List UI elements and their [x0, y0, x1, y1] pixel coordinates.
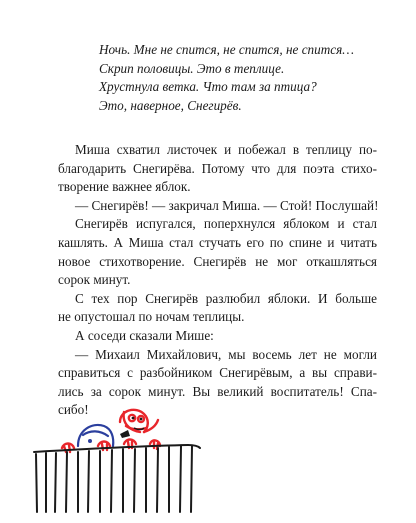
poem-line: Ночь. Мне не спится, не спится, не спится…: [99, 42, 354, 57]
prose-line: новое стихотворение. Снегирёв не мог откашляться: [58, 253, 377, 269]
prose-line: Снегирёв испугался, поперхнулся яблоком и стал: [75, 216, 377, 232]
fence: [34, 445, 200, 512]
poem-line: Хрустнула ветка. Что там за птица?: [99, 79, 317, 95]
fence-illustration: [28, 400, 214, 515]
prose-line: лись за сорок минут. Вы великий воспитатель! Спа-: [58, 383, 377, 399]
prose-line: сибо!: [58, 402, 89, 418]
poem-stanza: [99, 41, 399, 115]
prose-line: А соседи сказали Мише:: [75, 327, 214, 343]
prose-line: благодарить Снегирёва. Потому что для поэта стихо-: [58, 160, 377, 176]
prose-line: — Михаил Михайлович, мы восемь лет не могли: [75, 346, 377, 362]
prose-line: справиться с разбойником Снегирёвым, а вы справи-: [58, 365, 377, 381]
prose-line: сорок минут.: [58, 272, 131, 288]
prose-line: С тех пор Снегирёв разлюбил яблоки. И больше: [75, 290, 377, 306]
prose-line: — Снегирёв! — закричал Миша. — Стой! Послушай!: [75, 197, 379, 213]
prose-line: не опустошал по ночам теплицы.: [58, 309, 245, 325]
poem-line: Скрип половицы. Это в теплице.: [99, 60, 285, 76]
prose-line: Миша схватил листочек и побежал в теплицу по-: [75, 142, 377, 157]
red-character: [120, 410, 158, 432]
prose-body: [58, 141, 377, 420]
prose-line: кашлять. А Миша стал стучать его по спине и читать: [58, 234, 377, 250]
prose-line: творение важнее яблок.: [58, 179, 191, 195]
poem-line: Это, наверное, Снегирёв.: [99, 97, 242, 113]
